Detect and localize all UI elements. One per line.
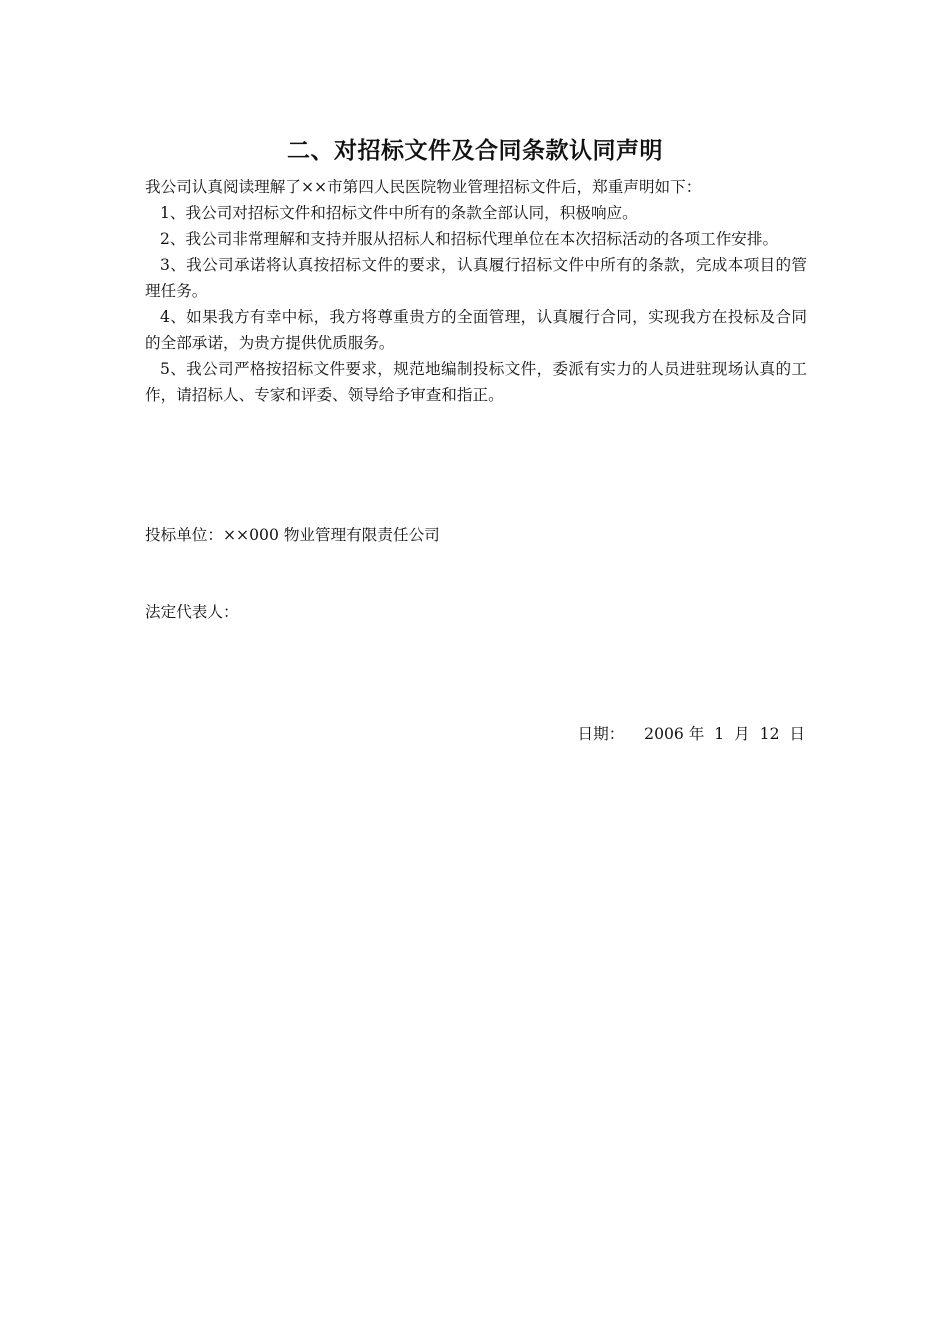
document-title: 二、对招标文件及合同条款认同声明 — [287, 137, 663, 164]
bidder-line: 投标单位：××000 物业管理有限责任公司 — [145, 526, 440, 544]
intro-paragraph: 我公司认真阅读理解了××市第四人民医院物业管理招标文件后，郑重声明如下： — [145, 178, 702, 196]
declaration-item-5: 5、我公司严格按招标文件要求，规范地编制投标文件，委派有实力的人员进驻现场认真的工作，请招标人、专家和评委、领导给予审查和指正。 — [145, 360, 807, 404]
declaration-item-4: 4、如果我方有幸中标，我方将尊重贵方的全面管理，认真履行合同，实现我方在投标及合同的全部承诺，为贵方提供优质服务。 — [145, 308, 807, 352]
declaration-item-2: 2、我公司非常理解和支持并服从招标人和招标代理单位在本次招标活动的各项工作安排。 — [160, 230, 779, 248]
declaration-body — [145, 174, 807, 408]
date-line: 日期： 2006 年 1 月 12 日 — [577, 725, 805, 743]
declaration-item-1: 1、我公司对招标文件和招标文件中所有的条款全部认同，积极响应。 — [160, 204, 638, 222]
declaration-item-3: 3、我公司承诺将认真按招标文件的要求，认真履行招标文件中所有的条款，完成本项目的管理任务。 — [145, 256, 807, 300]
legal-representative-line: 法定代表人： — [145, 603, 239, 621]
